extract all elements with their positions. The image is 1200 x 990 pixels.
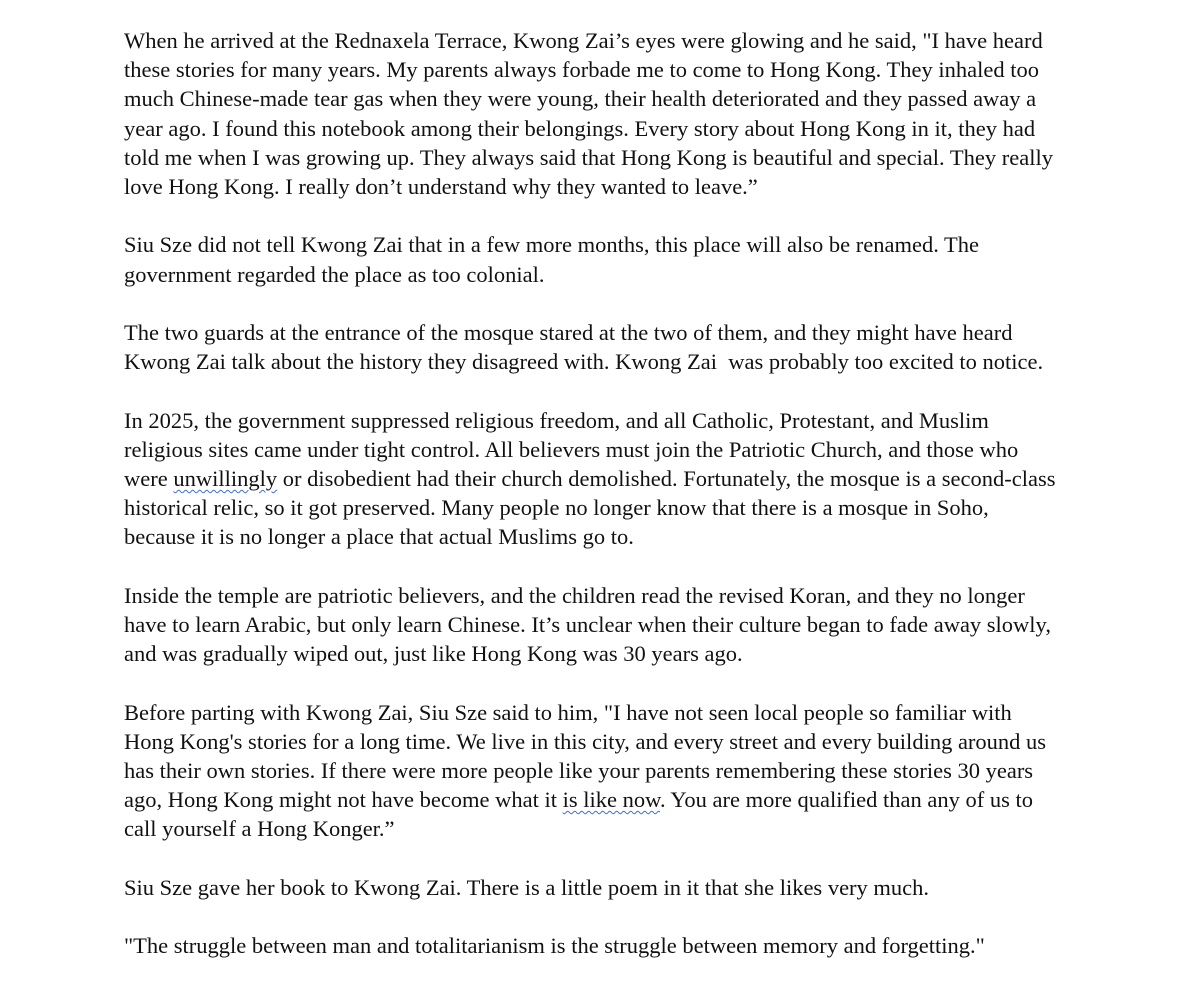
text-line (124, 785, 1064, 814)
text-line: When he arrived at the Rednaxela Terrace, Kwong Zai’s eyes were glowing and he said, "I have heard (124, 28, 1043, 53)
text-segment: were (124, 466, 174, 491)
text-line: Siu Sze gave her book to Kwong Zai. There is a little poem in it that she likes very much. (124, 874, 930, 900)
grammar-flagged-phrase[interactable]: is like now (562, 787, 660, 813)
paragraph-3 (124, 318, 1064, 376)
document-page (124, 26, 1064, 990)
paragraph-2 (124, 230, 1064, 288)
text-line (124, 464, 1064, 493)
paragraph-6 (124, 698, 1064, 844)
spelling-flagged-word[interactable]: unwillingly (173, 466, 278, 491)
paragraph-5 (124, 581, 1064, 669)
paragraph-4 (124, 406, 1064, 552)
text-line: "The struggle between man and totalitarianism is the struggle between memory and forgetting." (124, 933, 985, 959)
text-line: The two guards at the entrance of the mosque stared at the two of them, and they might have heard (124, 320, 1013, 345)
text-line: call yourself a Hong Konger.” (124, 816, 395, 842)
text-segment: ago, Hong Kong might not have become what it (124, 787, 563, 813)
text-line: Siu Sze did not tell Kwong Zai that in a few more months, this place will also be renamed. The (124, 232, 980, 258)
text-line: and was gradually wiped out, just like Hong Kong was 30 years ago. (124, 641, 743, 667)
text-line: Inside the temple are patriotic believers, and the children read the revised Koran, and they no longer (124, 582, 1025, 608)
text-line: told me when I was growing up. They always said that Hong Kong is beautiful and special. They really (124, 144, 1053, 170)
text-line: has their own stories. If there were more people like your parents remembering these stories 30 years (124, 758, 1034, 783)
paragraph-1 (124, 26, 1064, 201)
text-line: religious sites came under tight control. All believers must join the Patriotic Church, and those who (124, 436, 1019, 462)
text-line: historical relic, so it got preserved. Many people no longer know that there is a mosque in Soho, (124, 495, 989, 521)
text-line: Kwong Zai talk about the history they disagreed with. Kwong Zai was probably too excited to notice. (124, 349, 1044, 375)
text-line: year ago. I found this notebook among their belongings. Every story about Hong Kong in it, they had (124, 115, 1036, 141)
text-line: because it is no longer a place that actual Muslims go to. (124, 524, 634, 550)
paragraph-7 (124, 873, 1064, 902)
text-line: Before parting with Kwong Zai, Siu Sze said to him, "I have not seen local people so familiar with (124, 699, 1012, 725)
paragraph-8-quote (124, 931, 1064, 960)
text-line: these stories for many years. My parents always forbade me to come to Hong Kong. They inhaled too (124, 57, 1039, 83)
text-line: Hong Kong's stories for a long time. We live in this city, and every street and every building around us (124, 728, 1047, 754)
text-line: In 2025, the government suppressed religious freedom, and all Catholic, Protestant, and Muslim (124, 407, 989, 433)
text-segment: or disobedient had their church demolished. Fortunately, the mosque is a second-class (277, 466, 1056, 491)
text-line: government regarded the place as too colonial. (124, 261, 545, 287)
text-line: much Chinese-made tear gas when they were young, their health deteriorated and they passed away a (124, 86, 1037, 112)
text-line: love Hong Kong. I really don’t understand why they wanted to leave.” (124, 174, 758, 200)
text-segment: . You are more qualified than any of us to (659, 787, 1034, 813)
text-line: have to learn Arabic, but only learn Chinese. It’s unclear when their culture began to fade away slowly, (124, 612, 1051, 637)
